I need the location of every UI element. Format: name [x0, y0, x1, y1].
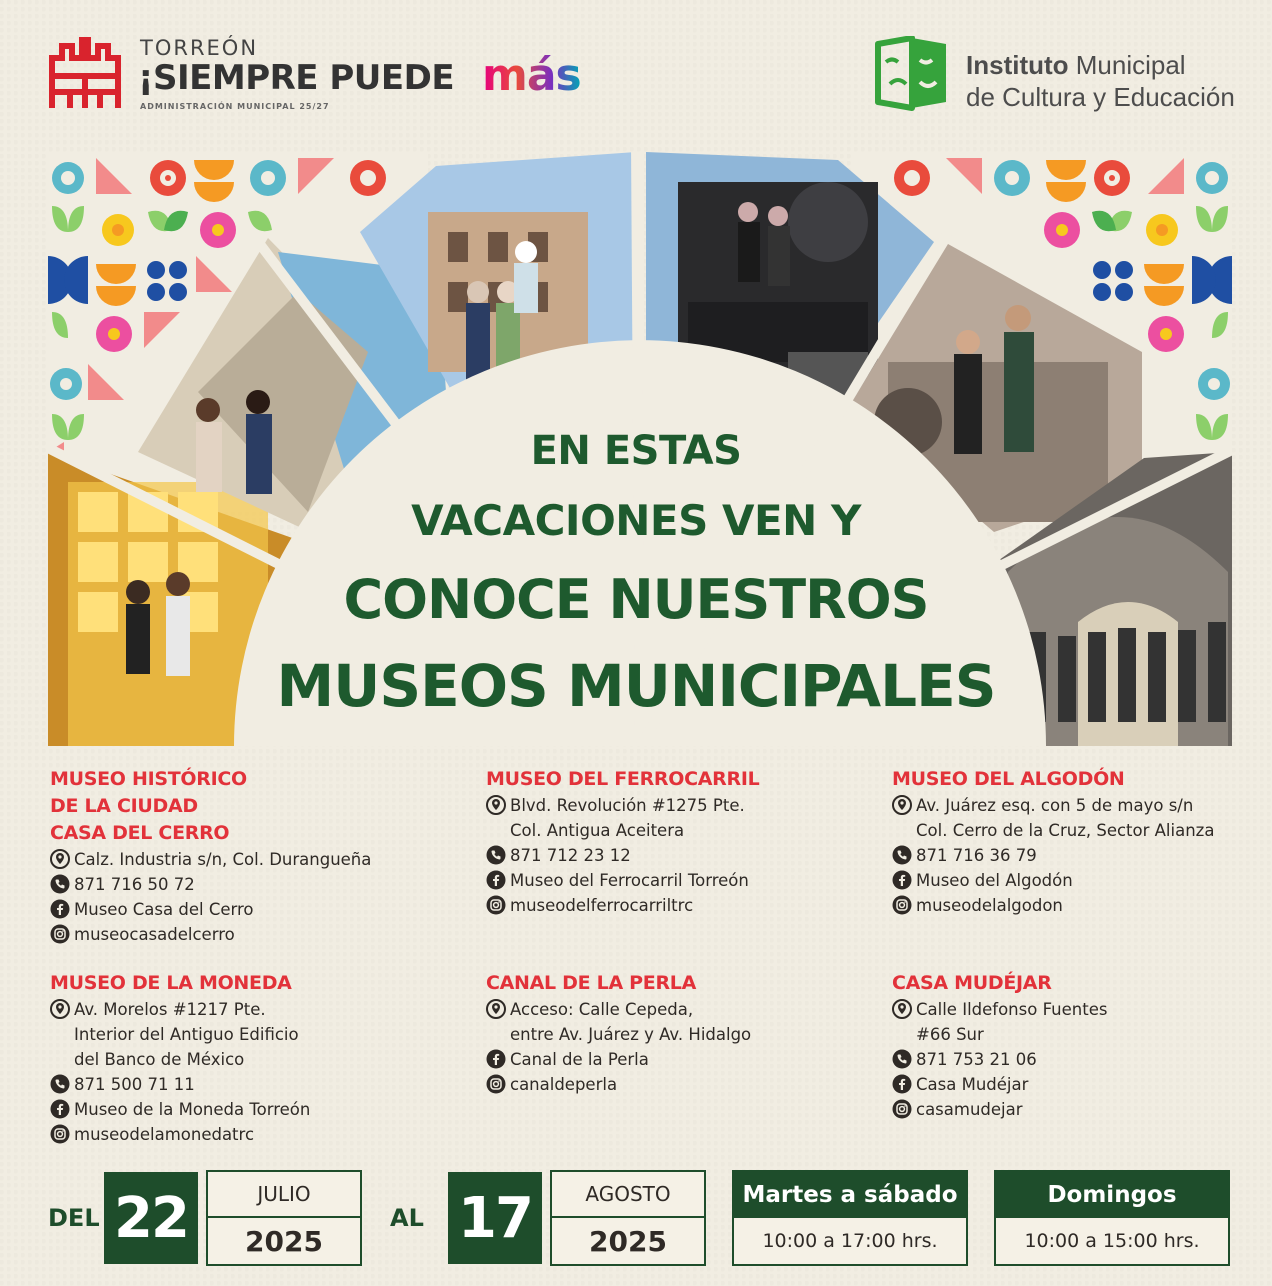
sunday-hours: 10:00 a 15:00 hrs.	[1024, 1230, 1200, 1252]
museum-title: MUSEO DEL FERROCARRIL	[486, 768, 760, 790]
location-pin-icon	[50, 849, 70, 869]
facebook-icon	[486, 870, 506, 890]
facebook-icon	[892, 1074, 912, 1094]
museum-info-text: Av. Morelos #1217 Pte. Interior del Antiguo Edificio del Banco de México	[74, 1000, 299, 1069]
institute-name-line2: de Cultura y Educación	[966, 82, 1235, 112]
weekday-hours-box	[732, 1170, 968, 1266]
torreon-logo	[48, 36, 628, 116]
location-pin-icon	[50, 999, 70, 1019]
headline-line-4: MUSEOS MUNICIPALES	[276, 652, 996, 720]
museum-info-text: 871 753 21 06	[916, 1050, 1037, 1069]
museum-info-text: 871 716 36 79	[916, 846, 1037, 865]
weekday-hours: 10:00 a 17:00 hrs.	[762, 1230, 938, 1252]
museum-info-row	[50, 1072, 310, 1097]
weekday-title: Martes a sábado	[734, 1172, 966, 1218]
to-month-box	[550, 1170, 706, 1266]
museum-info-row	[50, 897, 371, 922]
museum-info-row	[892, 997, 1107, 1047]
institute-name-line1: Instituto Municipal	[966, 50, 1186, 80]
museum-info-text: Acceso: Calle Cepeda, entre Av. Juárez y Av. Hidalgo	[510, 1000, 752, 1044]
museum-info-text: 871 716 50 72	[74, 875, 195, 894]
museum-info-row	[50, 1122, 310, 1147]
brand-admin: ADMINISTRACIÓN MUNICIPAL 25/27	[140, 102, 330, 111]
museum-info-row	[50, 847, 371, 872]
museum-info-row	[892, 868, 1214, 893]
brand-slogan: ¡SIEMPRE PUEDE	[138, 58, 455, 98]
museum-info-row	[892, 893, 1214, 918]
instagram-icon	[486, 895, 506, 915]
museum-info-row	[50, 997, 310, 1072]
museum-info-row	[486, 1072, 751, 1097]
museum-info-text: Casa Mudéjar	[916, 1075, 1029, 1094]
location-pin-icon	[486, 795, 506, 815]
headline-line-2: VACACIONES VEN Y	[411, 496, 861, 545]
phone-icon	[486, 845, 506, 865]
phone-icon	[892, 845, 912, 865]
brand-slogan-accent: más	[482, 50, 581, 101]
facebook-icon	[892, 870, 912, 890]
museum-info-text: museodelalgodon	[916, 896, 1063, 915]
museum-info-row	[486, 997, 751, 1047]
instagram-icon	[50, 924, 70, 944]
museum-info-text: 871 712 23 12	[510, 846, 631, 865]
museum-info-text: Museo Casa del Cerro	[74, 900, 254, 919]
instagram-icon	[486, 1074, 506, 1094]
museum-info-row	[892, 793, 1214, 843]
museum-info-text: Canal de la Perla	[510, 1050, 649, 1069]
phone-icon	[892, 1049, 912, 1069]
from-month: JULIO	[208, 1172, 360, 1218]
theater-mask-icon	[874, 36, 950, 114]
headline-line-3: CONOCE NUESTROS	[343, 568, 929, 631]
to-day: 17	[448, 1172, 542, 1264]
museum-info-row	[486, 1047, 751, 1072]
museum-title: MUSEO DE LA MONEDA	[50, 972, 292, 994]
museum-block	[50, 766, 371, 947]
museum-info-text: Calle Ildefonso Fuentes #66 Sur	[916, 1000, 1108, 1044]
from-month-box	[206, 1170, 362, 1266]
from-year: 2025	[245, 1224, 323, 1258]
phone-icon	[50, 874, 70, 894]
museum-title: CANAL DE LA PERLA	[486, 972, 697, 994]
brand-city: TORREÓN	[140, 36, 259, 60]
museum-info-text: Av. Juárez esq. con 5 de mayo s/n Col. Cerro de la Cruz, Sector Alianza	[916, 796, 1215, 840]
museum-info-row	[486, 843, 759, 868]
instagram-icon	[892, 895, 912, 915]
museum-block	[486, 766, 759, 918]
museum-info-row	[50, 872, 371, 897]
instagram-icon	[892, 1099, 912, 1119]
museum-info-row	[892, 1072, 1107, 1097]
museum-info-text: museodelferrocarriltrc	[510, 896, 694, 915]
facebook-icon	[50, 899, 70, 919]
instituto-logo	[874, 36, 1234, 116]
castle-icon	[48, 36, 122, 112]
location-pin-icon	[892, 999, 912, 1019]
location-pin-icon	[486, 999, 506, 1019]
museum-info-text: Calz. Industria s/n, Col. Duranguеña	[74, 850, 372, 869]
to-month: AGOSTO	[552, 1172, 704, 1218]
museum-block	[486, 970, 751, 1097]
museum-title: MUSEO HISTÓRICO DE LA CIUDAD CASA DEL CERRO	[50, 768, 247, 844]
facebook-icon	[486, 1049, 506, 1069]
instagram-icon	[50, 1124, 70, 1144]
museum-info-text: Museo del Algodón	[916, 871, 1073, 890]
museum-info-text: 871 500 71 11	[74, 1075, 195, 1094]
phone-icon	[50, 1074, 70, 1094]
to-year: 2025	[589, 1224, 667, 1258]
museum-info-row	[486, 793, 759, 843]
museum-block	[892, 766, 1214, 918]
museum-info-row	[892, 843, 1214, 868]
to-label: AL	[390, 1204, 424, 1232]
museum-info-text: canaldeperla	[510, 1075, 618, 1094]
museum-info-text: Museo del Ferrocarril Torreón	[510, 871, 749, 890]
sunday-hours-box	[994, 1170, 1230, 1266]
museum-title: MUSEO DEL ALGODÓN	[892, 768, 1125, 790]
sunday-title: Domingos	[996, 1172, 1228, 1218]
facebook-icon	[50, 1099, 70, 1119]
museum-title: CASA MUDÉJAR	[892, 972, 1052, 994]
from-day: 22	[104, 1172, 198, 1264]
museum-info-text: museocasadelcerro	[74, 925, 235, 944]
museum-info-row	[486, 893, 759, 918]
museum-info-row	[892, 1097, 1107, 1122]
museum-info-text: museodelamonedatrc	[74, 1125, 255, 1144]
from-label: DEL	[48, 1204, 100, 1232]
museum-info-text: casamudejar	[916, 1100, 1023, 1119]
museum-info-row	[50, 922, 371, 947]
museum-info-text: Museo de la Moneda Torreón	[74, 1100, 311, 1119]
museum-info-row	[50, 1097, 310, 1122]
museum-info-text: Blvd. Revolución #1275 Pte. Col. Antigua Aceitera	[510, 796, 745, 840]
museum-block	[892, 970, 1107, 1122]
location-pin-icon	[892, 795, 912, 815]
museum-block	[50, 970, 310, 1147]
museum-info-row	[486, 868, 759, 893]
museum-info-row	[892, 1047, 1107, 1072]
headline-line-1: EN ESTAS	[530, 428, 742, 474]
